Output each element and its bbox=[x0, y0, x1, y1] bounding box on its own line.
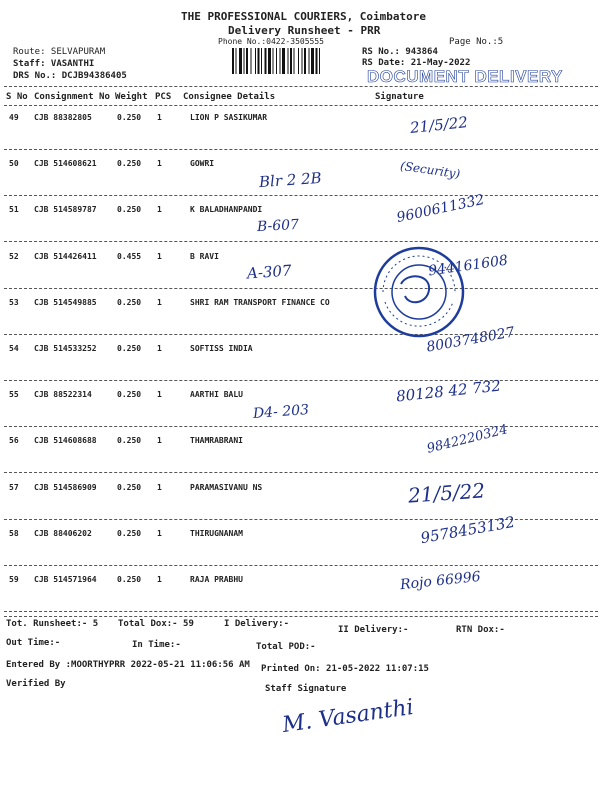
divider bbox=[4, 288, 598, 289]
divider bbox=[4, 241, 598, 242]
barcode-bar bbox=[304, 48, 306, 74]
row-weight: 0.455 bbox=[117, 251, 142, 261]
row-consignment: CJB 514608688 bbox=[34, 436, 97, 446]
recipient-signature: 944161608 bbox=[427, 252, 509, 280]
row-pcs: 1 bbox=[157, 482, 162, 492]
row-consignee: GOWRI bbox=[190, 159, 215, 169]
barcode-bar bbox=[232, 48, 234, 74]
row-consignee: B RAVI bbox=[190, 251, 219, 261]
drs-number: DRS No.: DCJB94386405 bbox=[13, 71, 127, 81]
barcode-bar bbox=[302, 48, 303, 74]
col-signature: Signature bbox=[375, 92, 424, 102]
barcode-bar bbox=[239, 48, 242, 74]
handwritten-note: B-607 bbox=[256, 217, 300, 236]
row-consignee: LION P SASIKUMAR bbox=[190, 113, 268, 122]
row-weight: 0.250 bbox=[117, 390, 142, 400]
row-pcs: 1 bbox=[157, 390, 162, 400]
barcode-bar bbox=[288, 48, 289, 74]
staff: Staff: VASANTHI bbox=[13, 59, 95, 69]
row-weight: 0.250 bbox=[117, 436, 142, 446]
company-title: THE PROFESSIONAL COURIERS, Coimbatore bbox=[181, 10, 427, 23]
barcode-bar bbox=[316, 48, 318, 74]
barcode-bar bbox=[251, 48, 252, 74]
rs-date: RS Date: 21-May-2022 bbox=[362, 58, 471, 68]
row-consignment: CJB 514571964 bbox=[34, 575, 97, 584]
barcode-bar bbox=[261, 48, 262, 74]
col-sno: S No bbox=[6, 92, 28, 102]
recipient-signature: 9578453132 bbox=[419, 512, 517, 547]
divider bbox=[4, 380, 598, 381]
divider bbox=[4, 86, 598, 87]
barcode-bar bbox=[244, 48, 245, 74]
row-pcs: 1 bbox=[157, 251, 162, 261]
barcode-bar bbox=[276, 48, 277, 74]
rs-number: RS No.: 943864 bbox=[362, 47, 438, 57]
col-weight: Weight bbox=[115, 92, 148, 102]
row-sno: 58 bbox=[9, 528, 19, 538]
row-weight: 0.250 bbox=[117, 159, 142, 169]
row-consignee: THAMRABRANI bbox=[190, 436, 243, 446]
divider bbox=[4, 149, 598, 150]
runsheet-subtitle: Delivery Runsheet - PRR bbox=[228, 24, 381, 37]
tot-runsheet: Tot. Runsheet:- 5 bbox=[6, 619, 99, 629]
barcode-bar bbox=[311, 48, 314, 74]
row-consignee: SOFTISS INDIA bbox=[190, 344, 253, 353]
row-consignee: AARTHI BALU bbox=[190, 390, 243, 400]
total-pod: Total POD:- bbox=[256, 642, 316, 652]
row-weight: 0.250 bbox=[117, 344, 142, 353]
row-weight: 0.250 bbox=[117, 575, 142, 584]
barcode-bar bbox=[273, 48, 274, 74]
row-consignee: SHRI RAM TRANSPORT FINANCE CO bbox=[190, 297, 330, 307]
recipient-signature: 8003748027 bbox=[425, 324, 516, 356]
divider bbox=[4, 426, 598, 427]
recipient-signature: 9600611332 bbox=[395, 192, 486, 227]
row-pcs: 1 bbox=[157, 575, 162, 584]
col-consignment: Consignment No bbox=[34, 92, 110, 102]
verified-by: Verified By bbox=[6, 679, 66, 689]
row-consignment: CJB 88406202 bbox=[34, 528, 92, 538]
row-sno: 59 bbox=[9, 575, 19, 584]
recipient-signature: 21/5/22 bbox=[409, 113, 469, 137]
recipient-signature: 9842220324 bbox=[425, 422, 510, 458]
barcode-bar bbox=[246, 48, 248, 74]
barcode-bar bbox=[258, 48, 260, 74]
row-consignment: CJB 514589787 bbox=[34, 205, 97, 215]
row-weight: 0.250 bbox=[117, 482, 142, 492]
recipient-signature: 80128 42 732 bbox=[395, 376, 502, 406]
printed-on: Printed On: 21-05-2022 11:07:15 bbox=[261, 664, 429, 674]
route: Route: SELVAPURAM bbox=[13, 47, 106, 57]
row-consignment: CJB 514426411 bbox=[34, 251, 97, 261]
barcode-bar bbox=[255, 48, 256, 74]
row-consignee: K BALADHANPANDI bbox=[190, 205, 263, 215]
divider bbox=[4, 611, 598, 612]
staff-signature-label: Staff Signature bbox=[265, 684, 347, 694]
row-consignment: CJB 88522314 bbox=[34, 390, 92, 400]
company-seal bbox=[371, 244, 467, 343]
row-sno: 51 bbox=[9, 205, 19, 215]
in-time: In Time:- bbox=[132, 640, 181, 650]
recipient-signature: 21/5/22 bbox=[407, 477, 486, 508]
barcode-bar bbox=[236, 48, 237, 74]
row-consignment: CJB 88382805 bbox=[34, 113, 92, 122]
divider bbox=[4, 472, 598, 473]
row-weight: 0.250 bbox=[117, 205, 142, 215]
row-sno: 53 bbox=[9, 297, 19, 307]
ii-delivery: II Delivery:- bbox=[338, 625, 409, 635]
barcode-bar bbox=[282, 48, 285, 74]
row-weight: 0.250 bbox=[117, 113, 142, 122]
row-consignment: CJB 514533252 bbox=[34, 344, 97, 353]
barcode-bar bbox=[319, 48, 320, 74]
out-time: Out Time:- bbox=[6, 638, 61, 648]
row-pcs: 1 bbox=[157, 113, 162, 122]
row-consignee: PARAMASIVANU NS bbox=[190, 482, 263, 492]
total-dox: Total Dox:- 59 bbox=[118, 619, 194, 629]
row-sno: 56 bbox=[9, 436, 19, 446]
barcode-bar bbox=[309, 48, 310, 74]
barcode-bar bbox=[280, 48, 281, 74]
barcode bbox=[232, 48, 356, 77]
row-consignment: CJB 514608621 bbox=[34, 159, 97, 169]
row-pcs: 1 bbox=[157, 159, 162, 169]
handwritten-note: A-307 bbox=[246, 261, 293, 283]
row-pcs: 1 bbox=[157, 297, 162, 307]
row-sno: 55 bbox=[9, 390, 19, 400]
row-sno: 49 bbox=[9, 113, 19, 122]
row-sno: 50 bbox=[9, 159, 19, 169]
barcode-bar bbox=[294, 48, 295, 74]
row-sno: 52 bbox=[9, 251, 19, 261]
barcode-bar bbox=[265, 48, 267, 74]
row-consignment: CJB 514586909 bbox=[34, 482, 97, 492]
handwritten-note: D4- 203 bbox=[252, 402, 310, 423]
row-weight: 0.250 bbox=[117, 297, 142, 307]
row-pcs: 1 bbox=[157, 205, 162, 215]
barcode-bar bbox=[298, 48, 299, 74]
col-consignee: Consignee Details bbox=[183, 92, 276, 102]
row-consignee: RAJA PRABHU bbox=[190, 575, 243, 584]
entered-by: Entered By :MOORTHYPRR 2022-05-21 11:06:56 AM bbox=[6, 660, 250, 670]
divider bbox=[4, 195, 598, 196]
barcode-bar bbox=[290, 48, 292, 74]
handwritten-note: Blr 2 2B bbox=[258, 169, 323, 192]
col-pcs: PCS bbox=[155, 92, 172, 102]
divider bbox=[4, 616, 598, 617]
divider bbox=[4, 105, 598, 106]
page-number: Page No.:5 bbox=[449, 37, 504, 47]
row-pcs: 1 bbox=[157, 528, 162, 538]
row-sno: 57 bbox=[9, 482, 19, 492]
phone-number: Phone No.:0422-3505555 bbox=[218, 37, 324, 46]
recipient-signature: Rojo 66996 bbox=[399, 568, 482, 594]
divider bbox=[4, 565, 598, 566]
document-delivery-stamp: DOCUMENT DELIVERY bbox=[367, 67, 563, 86]
staff-signature: M. Vasanthi bbox=[280, 694, 416, 739]
row-pcs: 1 bbox=[157, 344, 162, 353]
recipient-signature: (Security) bbox=[399, 159, 461, 182]
row-weight: 0.250 bbox=[117, 528, 142, 538]
row-pcs: 1 bbox=[157, 436, 162, 446]
row-consignee: THIRUGNANAM bbox=[190, 528, 243, 538]
row-sno: 54 bbox=[9, 344, 19, 353]
i-delivery: I Delivery:- bbox=[224, 619, 290, 629]
row-consignment: CJB 514549885 bbox=[34, 297, 97, 307]
barcode-bar bbox=[268, 48, 271, 74]
rtn-dox: RTN Dox:- bbox=[456, 625, 505, 635]
